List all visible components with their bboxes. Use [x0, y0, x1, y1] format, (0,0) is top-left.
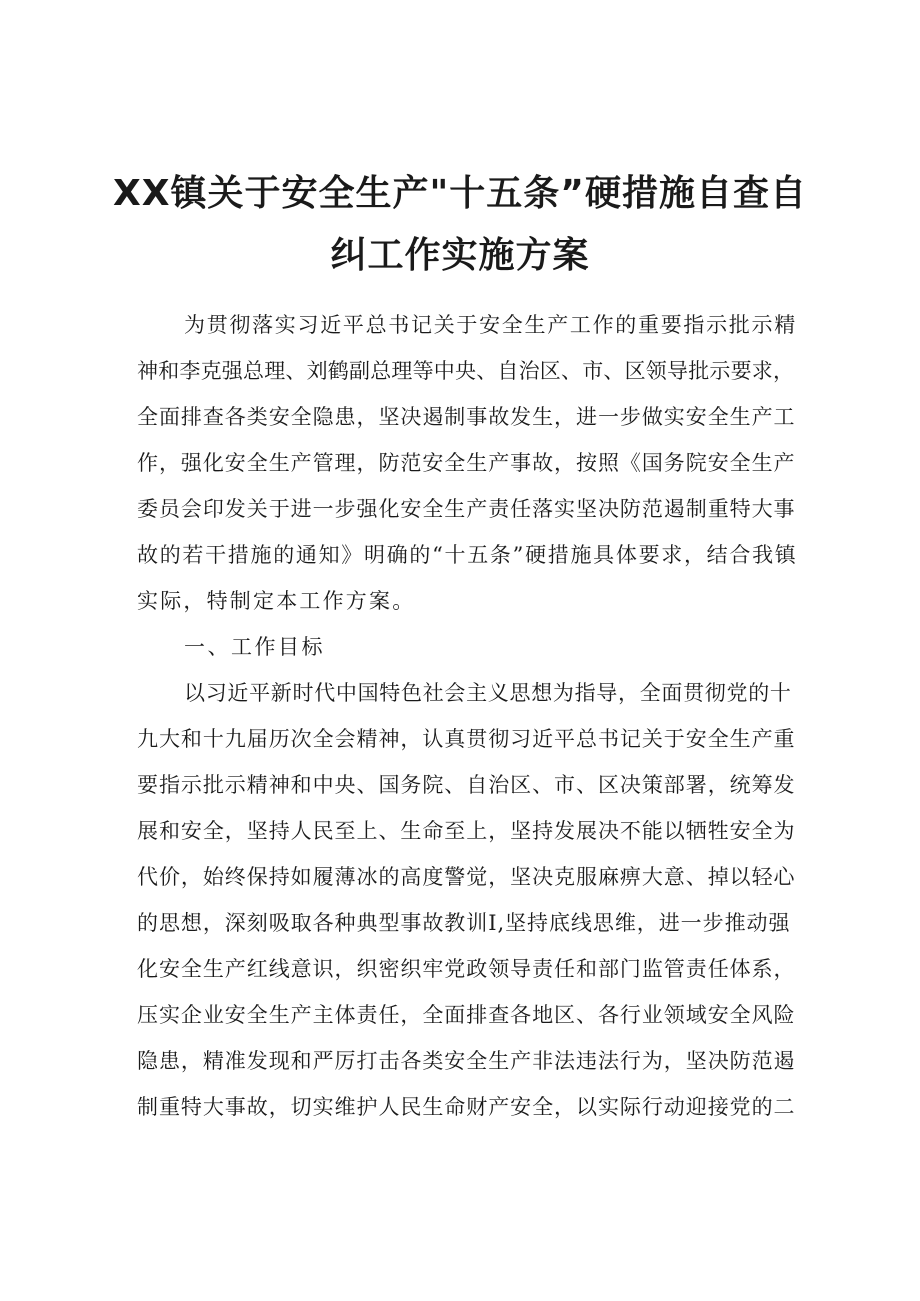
paragraph-line: 化安全生产红线意识，织密织牢党政领导责任和部门监管责任体系，: [137, 957, 796, 981]
paragraph-line: 隐患，精准发现和严厉打击各类安全生产非法违法行为，坚决防范遏: [137, 1049, 796, 1073]
paragraph-line: 神和李克强总理、刘鹤副总理等中央、自治区、市、区领导批示要求，: [137, 359, 795, 383]
section-heading-work-goals: 一、工作目标: [184, 635, 325, 659]
paragraph-line: 全面排查各类安全隐患，坚决遏制事故发生，进一步做实安全生产工: [137, 405, 796, 429]
paragraph-line: 为贯彻落实习近平总书记关于安全生产工作的重要指示批示精: [184, 313, 797, 337]
paragraph-line: 制重特大事故，切实维护人民生命财产安全，以实际行动迎接党的二: [137, 1095, 796, 1119]
paragraph-line: 以习近平新时代中国特色社会主义思想为指导，全面贯彻党的十: [184, 681, 792, 705]
paragraph-line: 的思想，深刻吸取各种典型事故教训I,坚持底线思维，进一步推动强: [137, 911, 791, 935]
paragraph-line: 压实企业安全生产主体责任，全面排查各地区、各行业领域安全风险: [137, 1003, 796, 1027]
paragraph-line: 实际，特制定本工作方案。: [137, 589, 416, 613]
paragraph-line: 作，强化安全生产管理，防范安全生产事故，按照《国务院安全生产: [137, 451, 796, 475]
document-title-line-2: 纠工作实施方案: [330, 235, 590, 276]
paragraph-line: 展和安全，坚持人民至上、生命至上，坚持发展决不能以牺牲安全为: [137, 819, 796, 843]
paragraph-line: 要指示批示精神和中央、国务院、自治区、市、区决策部署，统筹发: [137, 773, 796, 797]
paragraph-line: 九大和十九届历次全会精神，认真贯彻习近平总书记关于安全生产重: [137, 727, 796, 751]
paragraph-line: 委员会印发关于进一步强化安全生产责任落实坚决防范遏制重特大事: [137, 497, 796, 521]
document-title-line-1: XX镇关于安全生产"十五条”硬措施自查自: [113, 173, 807, 214]
paragraph-line: 故的若干措施的通知》明确的“十五条”硬措施具体要求，结合我镇: [137, 543, 798, 567]
paragraph-line: 代价，始终保持如履薄冰的高度警觉，坚决克服麻痹大意、掉以轻心: [137, 865, 796, 889]
